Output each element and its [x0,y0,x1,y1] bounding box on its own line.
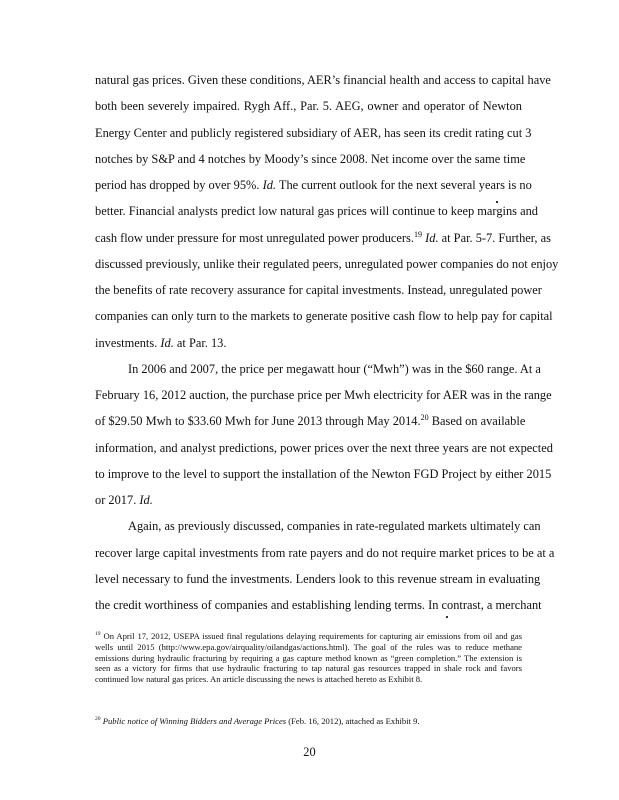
body-line [95,309,553,324]
body-line [95,229,551,245]
body-line [95,571,541,586]
text-segment: Again, as previously discussed, companies in rate-regulated markets ultimately can [128,519,541,534]
body-line [95,336,522,350]
text-segment: better. Financial analysts predict low natural gas prices will continue to keep margins and [95,204,538,219]
text-segment: the benefits of rate recovery assurance for capital investments. Instead, unregulated power [95,283,542,297]
text-segment: Based on available [428,414,526,429]
text-segment: at Par. 13. [173,335,227,350]
text-segment: information, and analyst predictions, power prices over the next three years are not expected [95,440,553,455]
footnote-number: 20 [95,716,101,723]
body-line [95,440,553,455]
text-segment: (Feb. 16, 2012), attached as Exhibit 9. [286,716,420,726]
text-segment: cash flow under pressure for most unregulated power producers. [95,230,414,245]
text-segment: recover large capital investments from rate payers and do not require market prices to be at a [95,545,555,560]
citation-italic: Id. [139,493,153,507]
text-segment: period has dropped by over 95%. [95,178,263,192]
text-segment: natural gas prices. Given these conditions, AER’s financial health and access to capital have [95,73,551,87]
text-segment: companies can only turn to the markets to generate positive cash flow to help pay for capital [95,309,553,324]
body-line [95,125,532,140]
footnote-number: 19 [95,631,101,638]
text-segment: notches by S&P and 4 notches by Moody’s since 2008. Net income over the same time [95,151,526,166]
body-line [95,151,526,166]
text-segment: February 16, 2012 auction, the purchase price per Mwh electricity for AER was in the range [95,388,552,402]
text-segment: both been severely impaired. Rygh Aff., Par. 5. AEG, owner and operator of Newton [95,99,522,114]
text-segment: In 2006 and 2007, the price per megawatt hour (“Mwh”) was in the $60 range. At a [128,361,541,376]
body-line [95,283,542,297]
text-segment: level necessary to fund the investments. Lenders look to this revenue stream in evaluating [95,571,541,586]
body-line [95,413,526,429]
citation-italic: Id. [262,178,276,192]
text-segment: investments. [95,335,161,350]
text-segment: at Par. 5-7. Further, as [438,230,551,245]
scan-speck [446,616,448,618]
citation-italic: Id. [160,335,174,350]
citation-italic: Id. [425,230,439,245]
text-segment: discussed previously, unlike their regulated peers, unregulated power companies do not enjoy [95,256,559,271]
body-line [95,178,532,192]
body-line [95,99,522,113]
text-segment: On April 17, 2012, USEPA issued final regulations delaying requirements for capturing air emissions from oil and gas wells until 2015 (http://www.epa.gov/airquality/oilandgas/actions.html). The goal of the rules was to reduce methane emissions during hydraulic fracturing by requiring a gas capture method known as “green completion.” The extension is seen as a victory for firms that use hydraulic fracturing to tap natural gas resources trapped in shale rock and favors continued low natural gas prices. An article discussing the news is attached hereto as Exhibit 8. [95,631,522,685]
footnote-reference: 19 [413,229,423,239]
body-line [95,598,542,612]
text-segment: the credit worthiness of companies and establishing lending terms. In contrast, a merchant [95,598,542,612]
body-line [95,466,552,481]
text-segment: of $29.50 Mwh to $33.60 Mwh for June 2013 through May 2014. [95,414,421,429]
text-segment: or 2017. [95,493,140,507]
page-number: 20 [303,745,316,759]
citation-italic: Public notice of Winning Bidders and Average Prices [102,716,287,726]
body-line [128,361,541,376]
body-line [95,73,551,87]
footnote-20 [95,716,522,727]
body-line [128,519,541,534]
body-line [95,256,559,271]
footnote-reference: 20 [420,413,429,423]
text-segment: Energy Center and publicly registered subsidiary of AER, has seen its credit rating cut 3 [95,125,532,140]
body-line [95,545,555,560]
scan-speck [496,201,498,203]
text-segment: to improve to the level to support the installation of the Newton FGD Project by either 2015 [95,466,552,481]
body-line [95,204,538,219]
body-line [95,493,522,507]
body-line [95,388,552,402]
text-segment: The current outlook for the next several years is no [276,178,532,192]
footnote-19 [95,631,522,685]
